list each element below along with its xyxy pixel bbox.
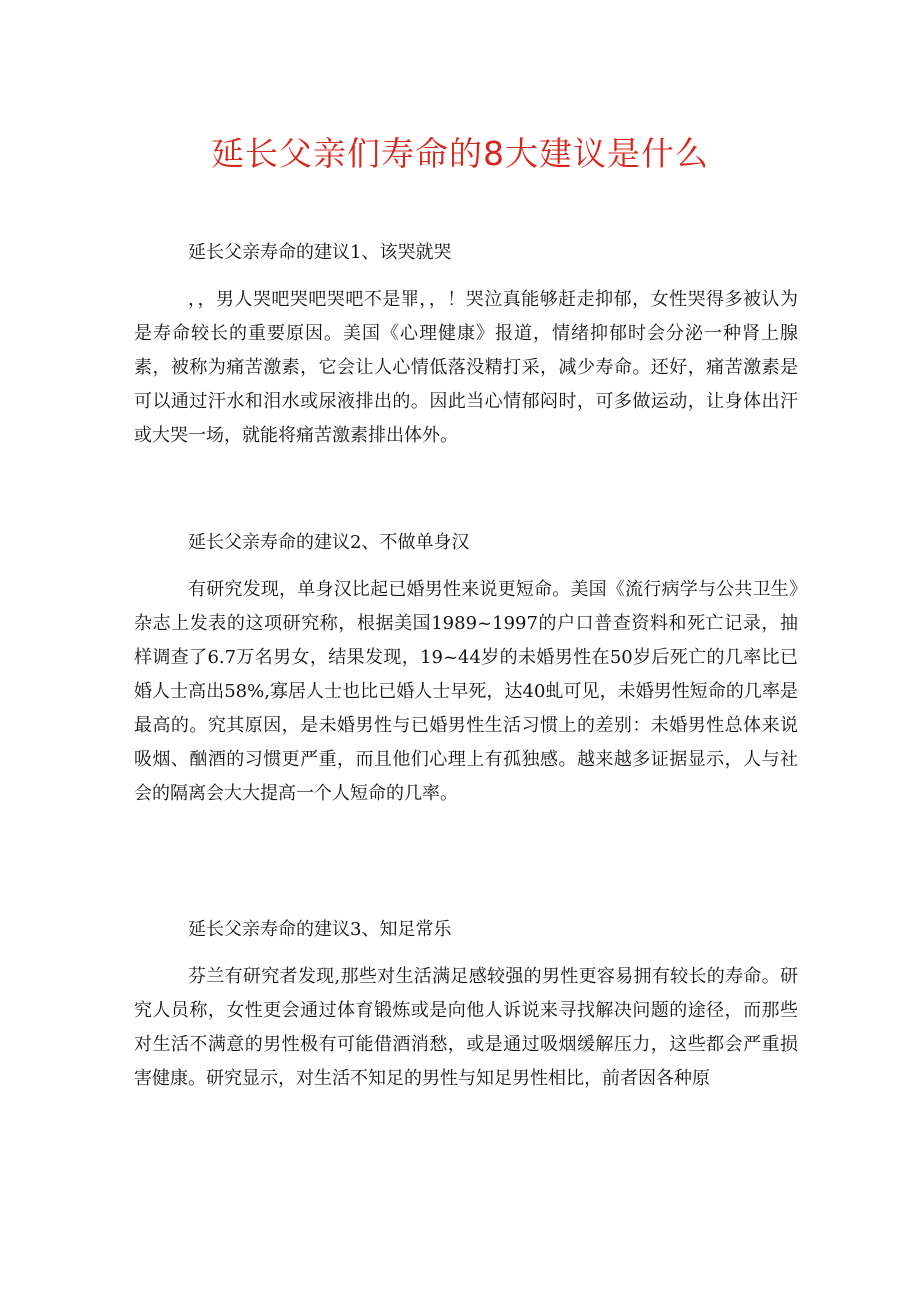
section-paragraph-2: 有研究发现，单身汉比起已婚男性来说更短命。美国《流行病学与公共卫生》杂志上发表的这项研究称，根据美国1989~1997的户口普查资料和死亡记录，抽样调查了6.7万名男女，结果发现，19~44岁的未婚男性在50岁后死亡的几率比已婚人士高出58%,寡居人士也比已婚人士早死，达40虬可见，未婚男性短命的几率是最高的。究其原因，是未婚男性与已婚男性生活习惯上的差别：未婚男性总体来说吸烟、酗酒的习惯更严重，而且他们心理上有孤独感。越来越多证据显示，人与社会的隔离会大大提高一个人短命的几率。: [134, 579, 798, 804]
section-paragraph-1: ，，男人哭吧哭吧哭吧不是罪，，！哭泣真能够赶走抑郁，女性哭得多被认为是寿命较长的重要原因。美国《心理健康》报道，情绪抑郁时会分泌一种肾上腺素，被称为痛苦激素，它会让人心情低落没精打采，减少寿命。还好，痛苦激素是可以通过汗水和泪水或尿液排出的。因此当心情郁闷时，可多做运动，让身体出汗或大哭一场，就能将痛苦激素排出体外。: [134, 289, 798, 446]
document-title: 延长父亲们寿命的8大建议是什么: [211, 134, 709, 173]
section-heading-2: 延长父亲寿命的建议2、不做单身汉: [188, 532, 470, 553]
section-heading-1: 延长父亲寿命的建议1、该哭就哭: [188, 242, 452, 263]
section-heading-3: 延长父亲寿命的建议3、知足常乐: [188, 919, 452, 940]
section-paragraph-3: 芬兰有研究者发现,那些对生活满足感较强的男性更容易拥有较长的寿命。研究人员称，女性更会通过体育锻炼或是向他人诉说来寻找解决问题的途径，而那些对生活不满意的男性极有可能借酒消愁，或是通过吸烟缓解压力，这些都会严重损害健康。研究显示，对生活不知足的男性与知足男性相比，前者因各种原: [134, 966, 798, 1089]
